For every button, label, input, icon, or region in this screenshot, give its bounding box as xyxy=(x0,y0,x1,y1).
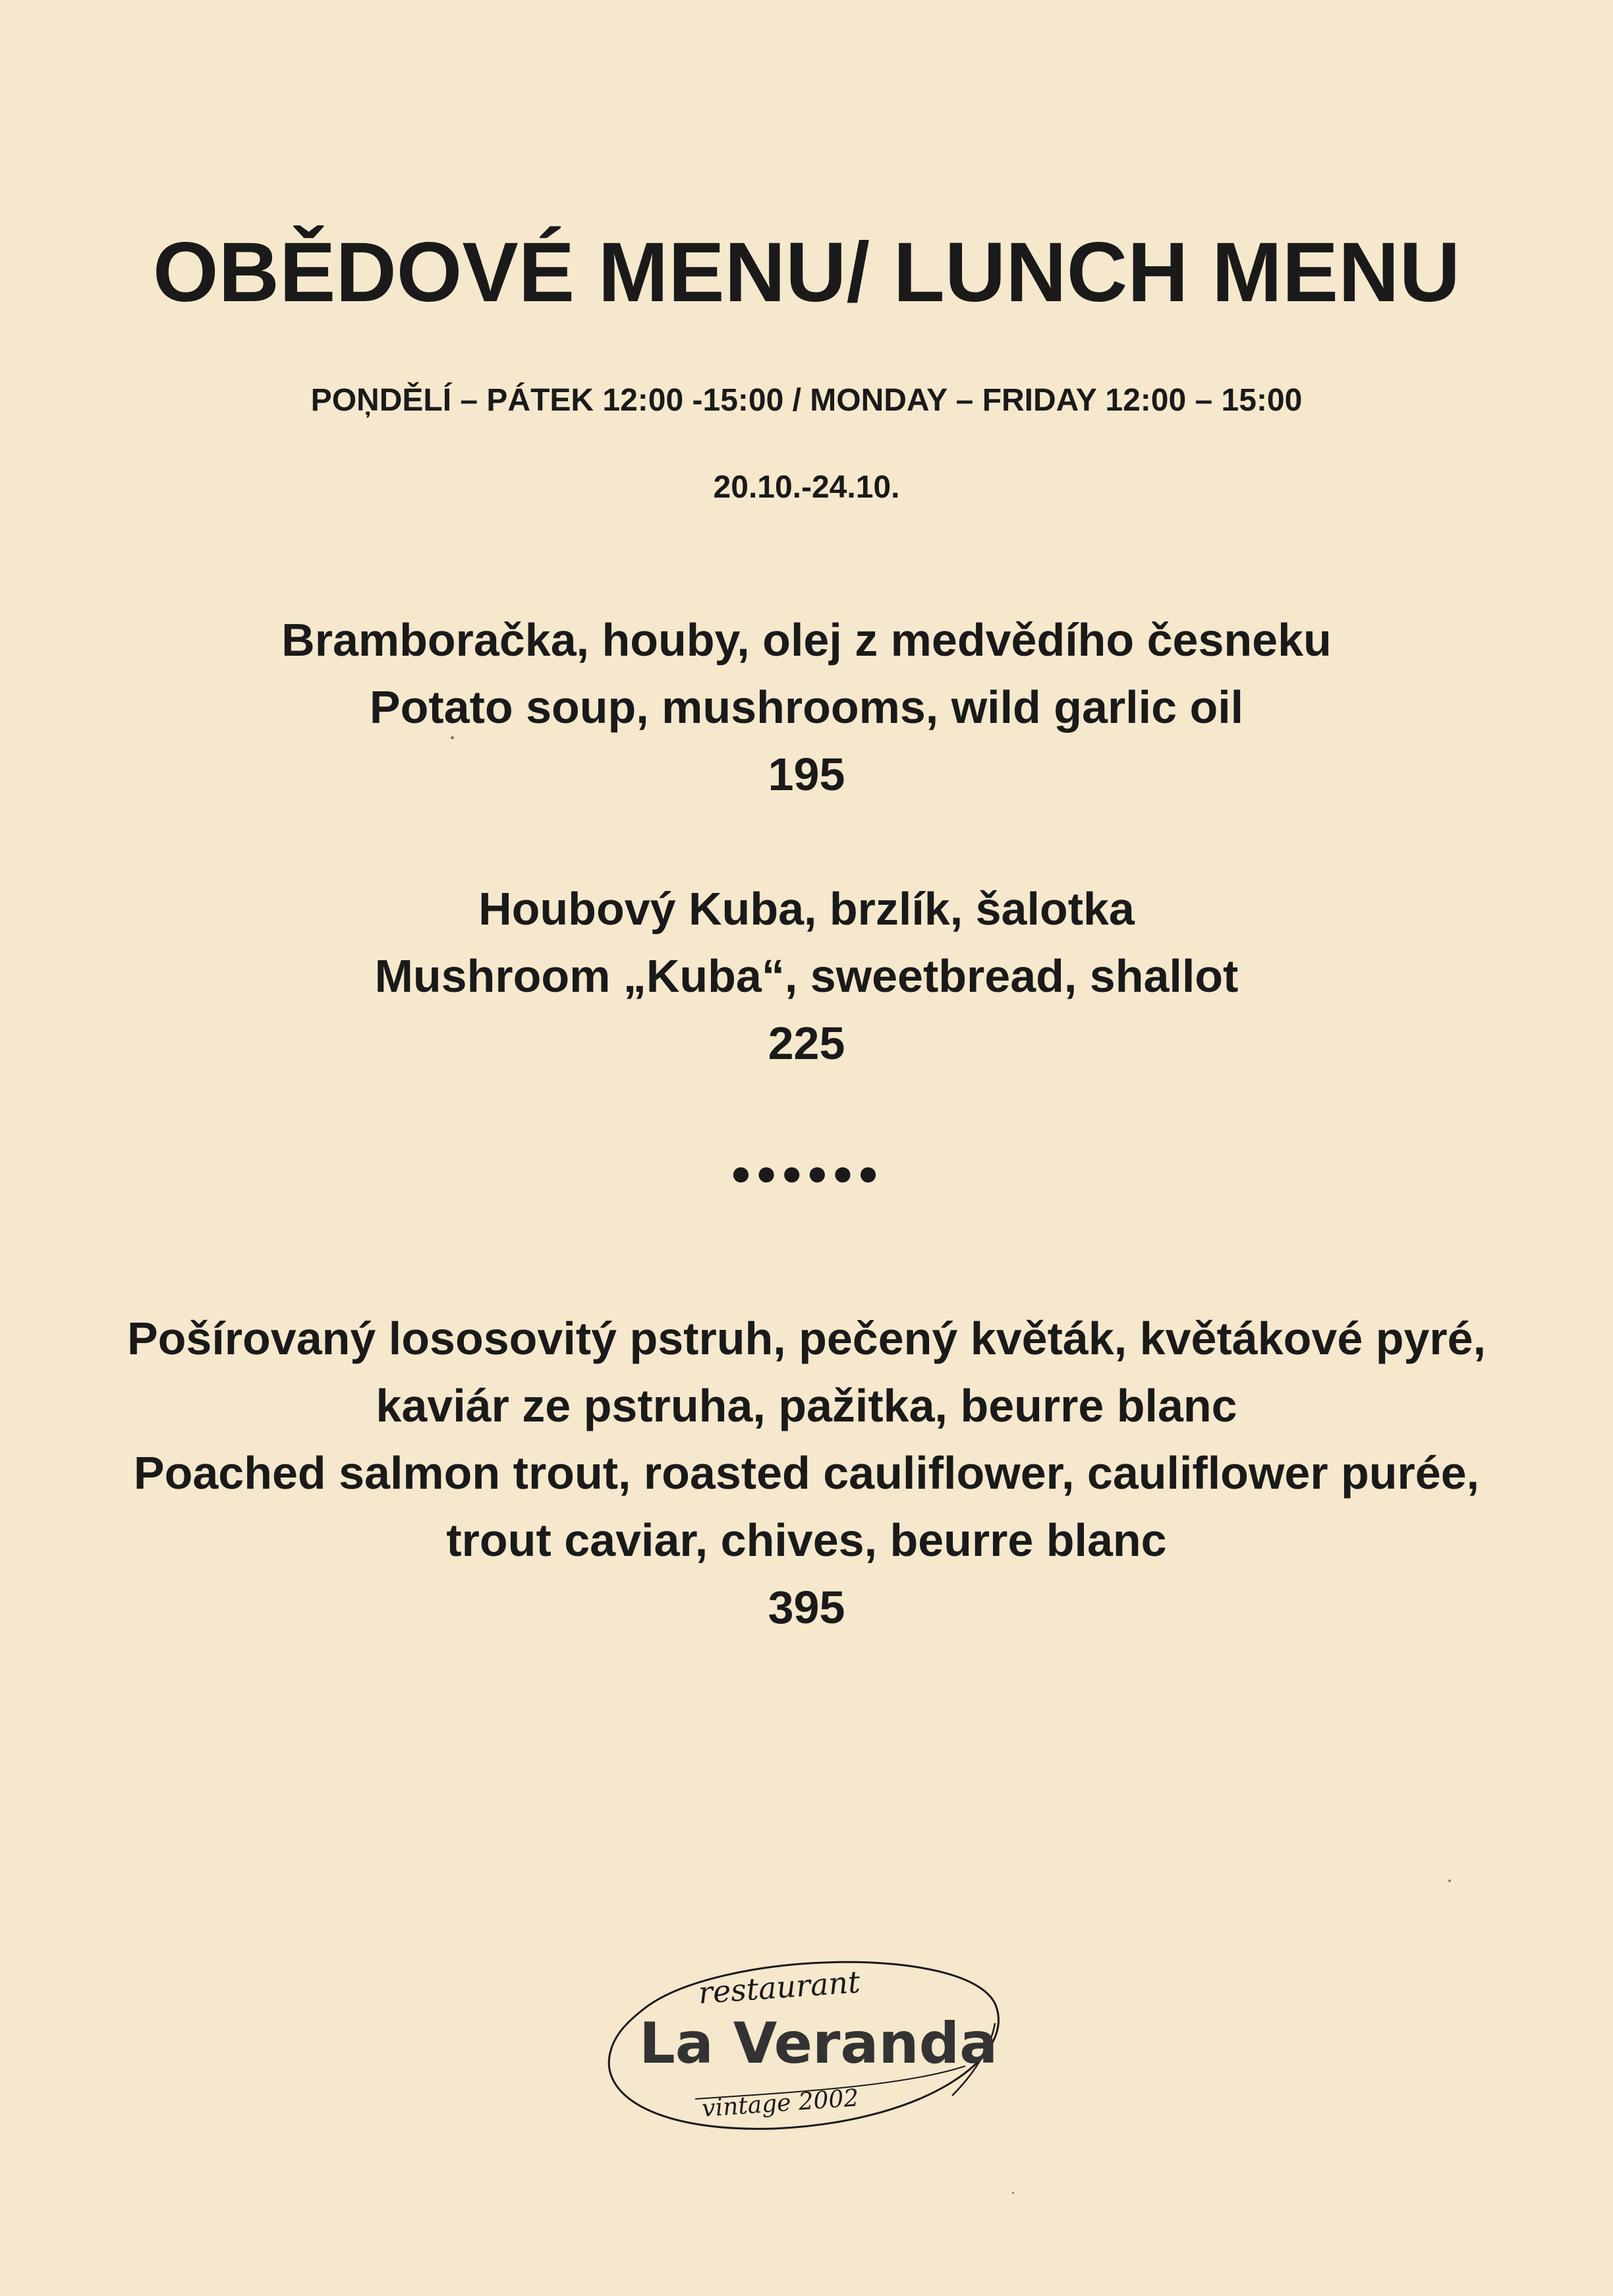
dish-price: 225 xyxy=(768,1018,845,1069)
dish-price: 395 xyxy=(768,1582,845,1633)
opening-hours: POŅDĚLÍ – PÁTEK 12:00 -15:00 / MONDAY – FRIDAY 12:00 – 15:00 xyxy=(310,383,1303,418)
menu-item-trout xyxy=(0,1305,1613,1641)
dish-name-english-line2: trout caviar, chives, beurre blanc xyxy=(446,1514,1167,1566)
dish-name-czech: Bramboračka, houby, olej z medvědího česneku xyxy=(281,614,1332,666)
paper-speck xyxy=(1012,2192,1014,2194)
page-title: OBĚDOVÉ MENU/ LUNCH MENU xyxy=(152,225,1461,320)
logo-top-text: restaurant xyxy=(697,1964,862,2011)
dish-name-czech: Houbový Kuba, brzlík, šalotka xyxy=(478,883,1135,934)
dish-name-english-line1: Poached salmon trout, roasted cauliflower, cauliflower purée, xyxy=(133,1447,1480,1499)
dish-name-english: Mushroom „Kuba“, sweetbread, shallot xyxy=(374,950,1239,1002)
section-separator: ●●●●●● xyxy=(730,1153,883,1193)
menu-dates: 20.10.-24.10. xyxy=(713,470,900,505)
logo-bottom-text: vintage 2002 xyxy=(700,2084,860,2123)
dish-name-english: Potato soup, mushrooms, wild garlic oil xyxy=(369,681,1244,733)
logo-name: La Veranda xyxy=(639,2011,998,2077)
paper-speck xyxy=(451,736,454,739)
restaurant-logo xyxy=(596,1931,1005,2148)
dish-name-czech-line2: kaviár ze pstruha, pažitka, beurre blanc xyxy=(376,1380,1237,1431)
paper-speck xyxy=(1448,1880,1451,1882)
menu-item-kuba xyxy=(0,875,1613,1077)
dish-price: 195 xyxy=(768,749,845,800)
menu-item-soup xyxy=(0,606,1613,808)
dish-name-czech-line1: Pošírovaný lososovitý pstruh, pečený květák, květákové pyré, xyxy=(127,1313,1486,1364)
